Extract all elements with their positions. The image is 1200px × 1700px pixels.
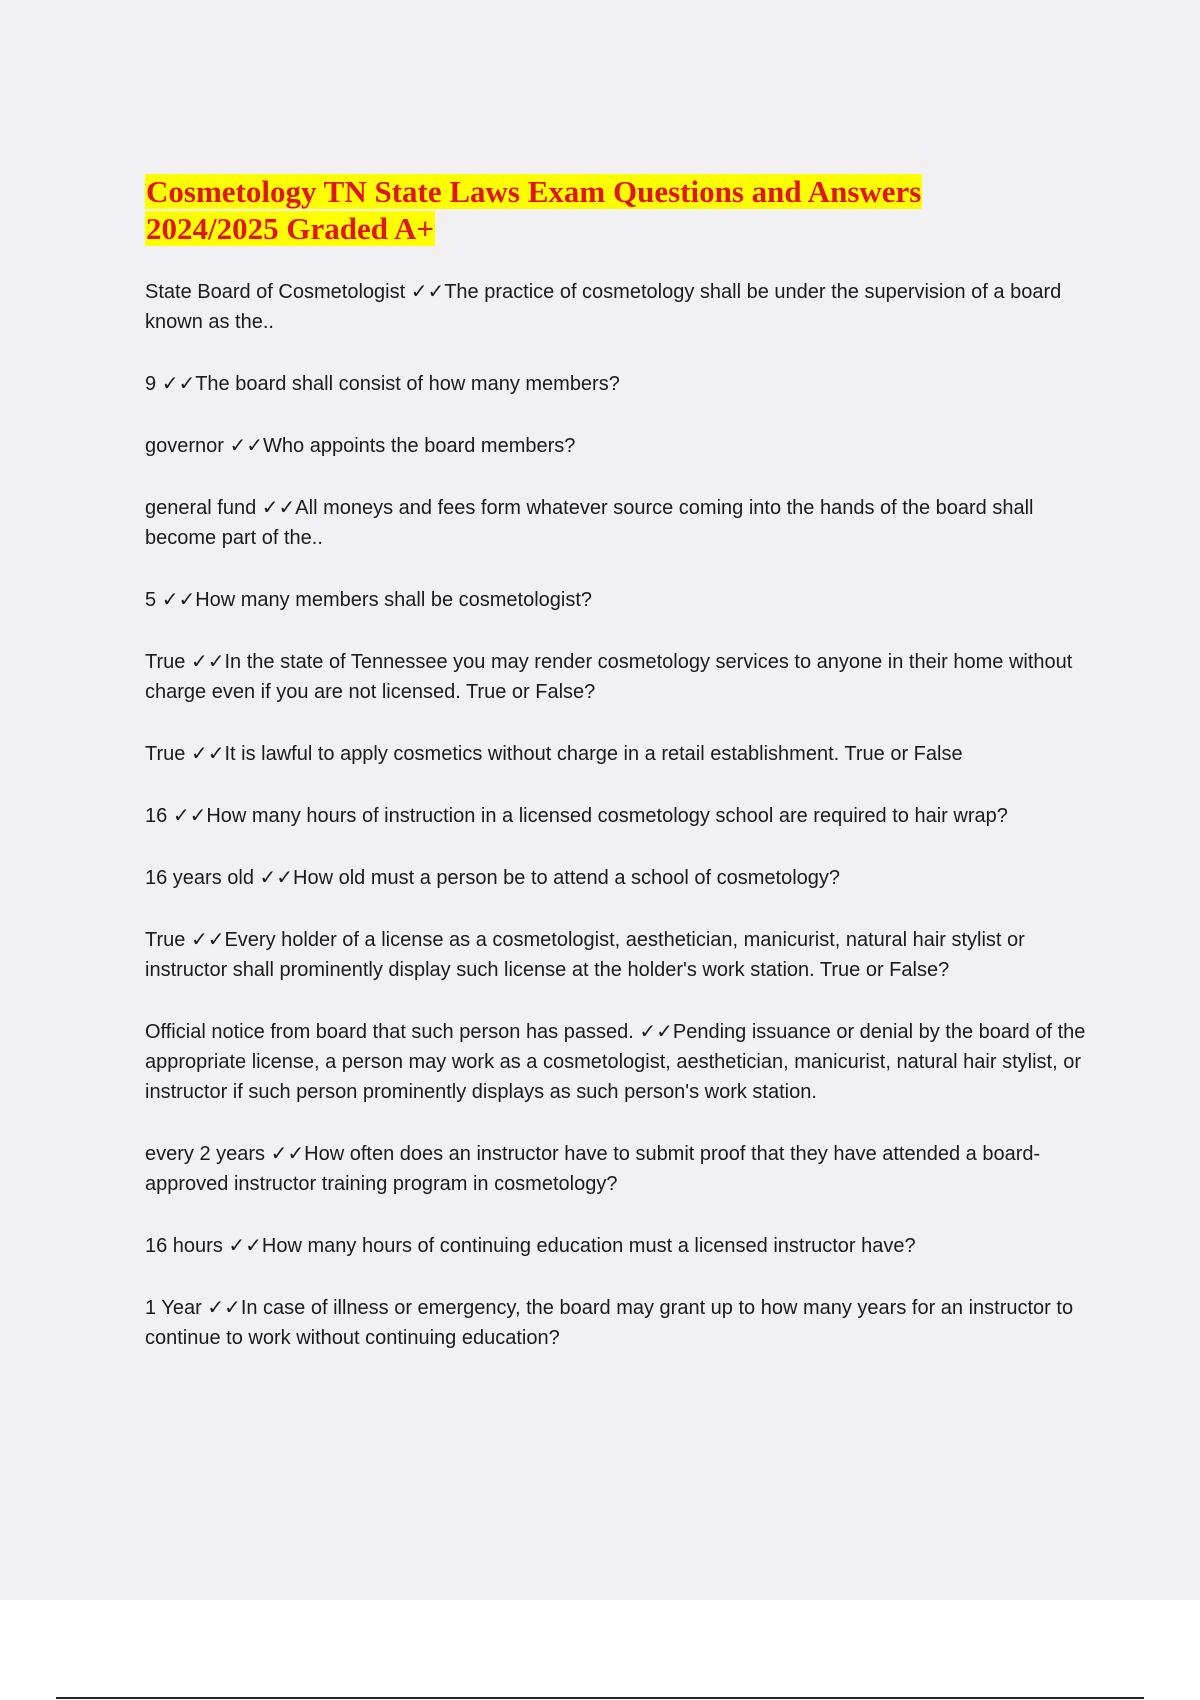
check-icon: ✓✓: [261, 497, 296, 519]
qa-answer: 9: [145, 373, 157, 395]
qa-answer: State Board of Cosmetologist: [145, 281, 406, 303]
qa-answer: Official notice from board that such person has passed.: [145, 1021, 634, 1043]
qa-answer: True: [145, 929, 186, 951]
qa-answer: governor: [145, 435, 224, 457]
check-icon: ✓✓: [161, 589, 196, 611]
qa-answer: 5: [145, 589, 157, 611]
qa-question: It is lawful to apply cosmetics without charge in a retail establishment. True or False: [224, 743, 963, 765]
qa-answer: general fund: [145, 497, 257, 519]
qa-item: [145, 801, 1095, 831]
qa-question: How many hours of continuing education must a licensed instructor have?: [261, 1235, 916, 1257]
check-icon: ✓✓: [270, 1143, 305, 1165]
qa-question: In case of illness or emergency, the board may grant up to how many years for an instructor to continue to work without continuing education?: [145, 1297, 1074, 1349]
check-icon: ✓✓: [228, 1235, 262, 1257]
qa-question: How many hours of instruction in a licensed cosmetology school are required to hair wrap?: [206, 805, 1008, 827]
title-line-1: Cosmetology TN State Laws Exam Questions and Answers: [146, 174, 922, 209]
title-line-2: 2024/2025 Graded A+: [146, 211, 435, 246]
check-icon: ✓✓: [410, 281, 445, 303]
check-icon: ✓✓: [207, 1297, 241, 1319]
qa-item: [145, 369, 1095, 399]
document-content: [145, 173, 1095, 1385]
qa-item: [145, 925, 1095, 985]
qa-item: [145, 585, 1095, 615]
check-icon: ✓✓: [161, 373, 196, 395]
qa-item: [145, 647, 1095, 707]
check-icon: ✓✓: [190, 743, 225, 765]
footer-divider: [56, 1697, 1144, 1699]
qa-question: How often does an instructor have to submit proof that they have attended a board-approved instructor training program in cosmetology?: [145, 1143, 1041, 1195]
qa-item: [145, 1139, 1095, 1199]
qa-item: [145, 1293, 1095, 1353]
qa-question: The board shall consist of how many members?: [195, 373, 620, 395]
check-icon: ✓✓: [190, 929, 225, 951]
qa-question: How old must a person be to attend a school of cosmetology?: [293, 867, 841, 889]
qa-answer: 16 hours: [145, 1235, 223, 1257]
qa-item: [145, 493, 1095, 553]
qa-answer: every 2 years: [145, 1143, 266, 1165]
qa-answer: 1 Year: [145, 1297, 202, 1319]
check-icon: ✓✓: [172, 805, 207, 827]
check-icon: ✓✓: [190, 651, 225, 673]
qa-item: [145, 1231, 1095, 1261]
qa-answer: 16: [145, 805, 168, 827]
qa-item: [145, 739, 1095, 769]
check-icon: ✓✓: [639, 1021, 673, 1043]
check-icon: ✓✓: [259, 867, 294, 889]
qa-question: Pending issuance or denial by the board of the appropriate license, a person may work as a cosmetologist, aesthetician, manicurist, natural hair stylist, or instructor if such person prominently displays as such person's work station.: [145, 1021, 1086, 1103]
qa-question: Every holder of a license as a cosmetologist, aesthetician, manicurist, natural hair stylist or instructor shall prominently display such license at the holder's work station. True or False?: [145, 929, 1025, 981]
qa-item: [145, 1017, 1095, 1107]
qa-item: [145, 863, 1095, 893]
qa-question: In the state of Tennessee you may render cosmetology services to anyone in their home without charge even if you are not licensed. True or False?: [145, 651, 1073, 703]
qa-item: [145, 431, 1095, 461]
qa-answer: True: [145, 651, 186, 673]
qa-question: How many members shall be cosmetologist?: [195, 589, 593, 611]
qa-question: All moneys and fees form whatever source coming into the hands of the board shall become part of the..: [145, 497, 1034, 549]
check-icon: ✓✓: [229, 435, 264, 457]
qa-question: The practice of cosmetology shall be under the supervision of a board known as the..: [145, 281, 1062, 333]
qa-answer: True: [145, 743, 186, 765]
qa-question: Who appoints the board members?: [263, 435, 576, 457]
document-title: [145, 173, 1095, 247]
qa-item: [145, 277, 1095, 337]
qa-list: [145, 277, 1095, 1353]
qa-answer: 16 years old: [145, 867, 254, 889]
